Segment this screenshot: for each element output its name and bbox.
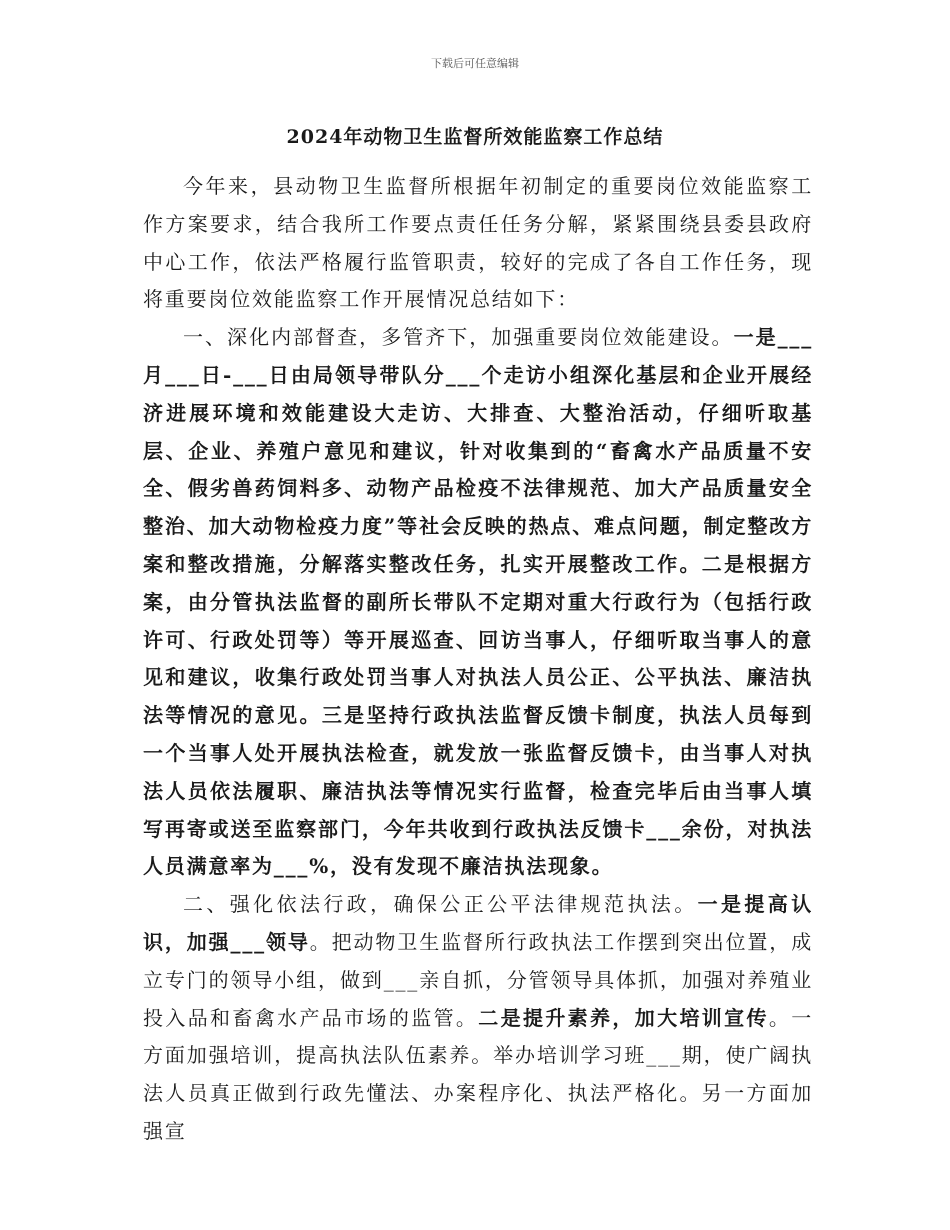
bold-text-segment: 一是提高认识，加强___领导 — [143, 892, 813, 954]
text-segment: 今年来，县动物卫生监督所根据年初制定的重要岗位效能监察工作方案要求，结合我所工作要点责任任务分解，紧紧围绕县委县政府中心工作，依法严格履行监管职责，较好的完成了各自工作任务，现将重要岗位效能监察工作开展情况总结如下： — [143, 174, 813, 312]
text-segment: 。把动物卫生监督所行政执法工作摆到突出位置，成立专门的领导小组，做到___亲自抓，分管领导具体抓，加强对养殖业投入品和畜禽水产品市场的监管。 — [143, 929, 813, 1030]
section-heading: 一、深化内部督查，多管齐下，加强重要岗位效能建设。 — [183, 325, 734, 350]
paragraph-intro — [143, 168, 813, 319]
header-note: 下载后可任意编辑 — [431, 57, 519, 70]
paragraph-section-1 — [143, 319, 813, 886]
paragraph-section-2 — [143, 886, 813, 1151]
document-title: 2024年动物卫生监督所效能监察工作总结 — [286, 126, 664, 148]
bold-text-segment: 二是提升素养，加大培训宣传 — [478, 1005, 769, 1030]
section-heading: 二、强化依法行政，确保公正公平法律规范执法。 — [183, 892, 698, 917]
document-body — [143, 168, 813, 1151]
bold-text-segment: 一是___月___日-___日由局领导带队分___个走访小组深化基层和企业开展经济进展环境和效能建设大走访、大排查、大整治活动，仔细听取基层、企业、养殖户意见和建议，针对收集到的“畜禽水产品质量不安全、假劣兽药饲料多、动物产品检疫不法律规范、加大产品质量安全整治、加大动物检疫力度”等社会反映的热点、难点问题，制定整改方案和整改措施，分解落实整改任务，扎实开展整改工作。二是根据方案，由分管执法监督的副所长带队不定期对重大行政行为（包括行政许可、行政处罚等）等开展巡查、回访当事人，仔细听取当事人的意见和建议，收集行政处罚当事人对执法人员公正、公平执法、廉洁执法等情况的意见。三是坚持行政执法监督反馈卡制度，执法人员每到一个当事人处开展执法检查，就发放一张监督反馈卡，由当事人对执法人员依法履职、廉洁执法等情况实行监督，检查完毕后由当事人填写再寄或送至监察部门，今年共收到行政执法反馈卡___余份，对执法人员满意率为___%，没有发现不廉洁执法现象。 — [143, 325, 814, 879]
text-segment: 。一方面加强培训，提高执法队伍素养。举办培训学习班___期，使广阔执法人员真正做到行政先懂法、办案程序化、执法严格化。另一方面加强宣 — [143, 1005, 814, 1143]
